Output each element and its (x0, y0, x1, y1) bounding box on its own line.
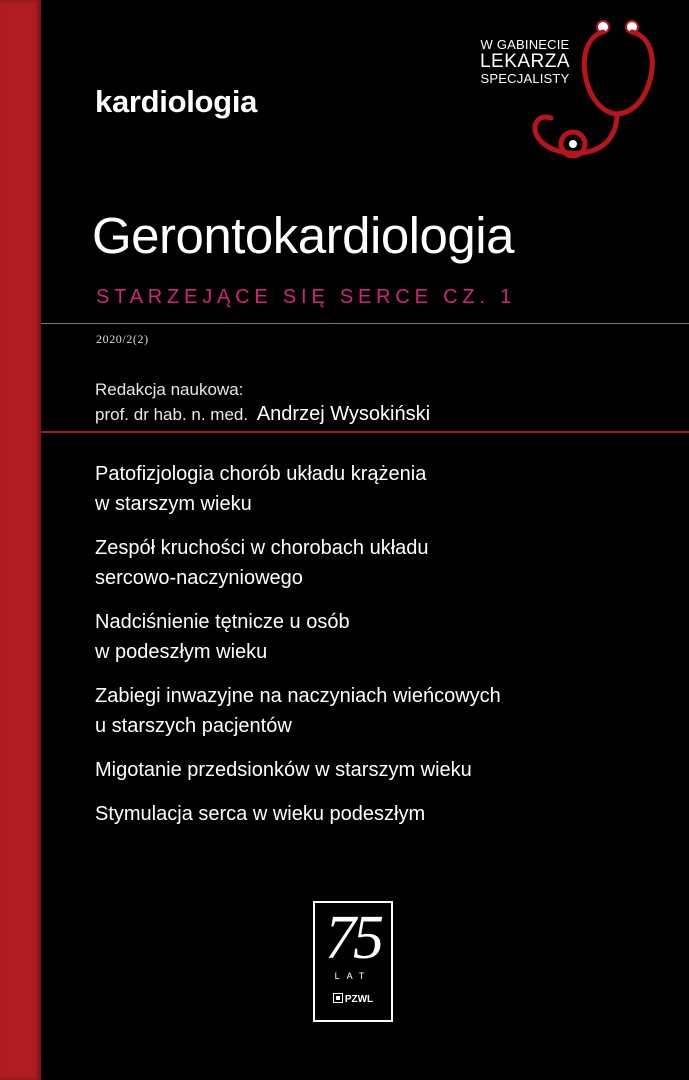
editor-prefix: prof. dr hab. n. med. (95, 405, 249, 424)
series-line-3: SPECJALISTY (480, 70, 570, 86)
topic-item: Zespół kruchości w chorobach układu sercowo-naczyniowego (95, 537, 429, 589)
red-divider (41, 431, 689, 433)
book-title: Gerontokardiologia (92, 207, 514, 264)
topic-item: Nadciśnienie tętnicze u osób w podeszłym wieku (95, 611, 350, 663)
series-line-2: LEKARZA (479, 50, 571, 72)
series-logo (470, 18, 670, 168)
topic-item: Patofizjologia chorób układu krążenia w starszym wieku (95, 463, 427, 515)
category-label: kardiologia (95, 84, 258, 119)
topic-item: Zabiegi inwazyjne na naczyniach wieńcowych u starszych pacjentów (95, 685, 501, 737)
stethoscope-icon (525, 18, 670, 168)
pzwl-logo-icon (333, 993, 343, 1003)
badge-number: 75 (325, 904, 381, 972)
topics-list (95, 459, 655, 843)
issue-number: 2020/2(2) (96, 332, 149, 346)
series-line-1: W GABINECIE (480, 37, 570, 52)
topic-item: Migotanie przedsionków w starszym wieku (95, 759, 472, 781)
badge-lat: LAT (334, 971, 372, 981)
anniversary-badge (313, 901, 393, 1022)
top-divider (41, 323, 689, 324)
red-spine (0, 0, 41, 1080)
topic-item: Stymulacja serca w wieku podeszłym (95, 803, 426, 825)
book-subtitle: STARZEJĄCE SIĘ SERCE CZ. 1 (96, 286, 517, 308)
editor-line (95, 403, 430, 426)
publisher-name: PZWL (344, 994, 374, 1005)
publisher-mark (315, 993, 391, 1005)
editor-label: Redakcja naukowa: (95, 380, 244, 399)
editor-name: Andrzej Wysokiński (256, 403, 431, 425)
